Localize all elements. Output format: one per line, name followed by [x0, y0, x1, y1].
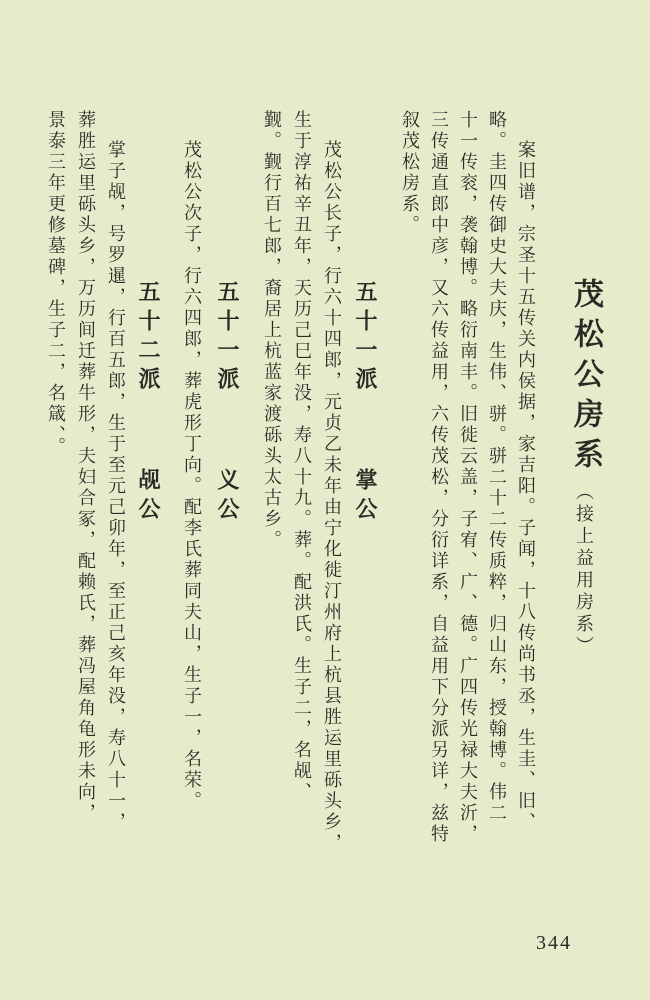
person-entry-line: 掌子觇，号罗暹，行百五郎，生于至元己卯年，至正己亥年没，寿八十一，: [105, 140, 126, 833]
intro-line: 叙茂松房系。: [399, 110, 420, 236]
person-entry-line: 生于淳祐辛丑年，天历己巳年没，寿八十九。葬。配洪氏。生子二，名觇、: [291, 110, 312, 803]
person-name: 义公: [214, 468, 240, 526]
generation-heading: 五十二派: [135, 280, 161, 396]
section-title: 茂松公房系: [568, 278, 603, 478]
section-subtitle: （接上益用房系）: [573, 482, 594, 658]
person-entry-line: 景泰三年更修墓碑，生子二，名箴、。: [45, 110, 66, 458]
person-entry-line: 茂松公次子，行六四郎，葬虎形丁向。配李氏葬同夫山，生子一，名荣。: [181, 140, 202, 812]
intro-line: 三传通直郎中彦，又六传益用，六传茂松，分衍详系，自益用下分派另详，兹特: [428, 110, 449, 845]
intro-line: 案旧谱，宗圣十五传关内侯据，家吉阳。子闻，十八传尚书丞，生圭、旧、: [515, 140, 536, 833]
generation-heading: 五十一派: [214, 280, 240, 396]
page-number: 344: [536, 932, 572, 954]
intro-line: 十一传衮，袭翰博。略衍南丰。旧徙云盖，子宥、广、德。广四传光禄大夫沂，: [457, 110, 478, 845]
person-entry-line: 觐。觐行百七郎，裔居上杭蓝家渡砾头太古乡。: [261, 110, 282, 551]
person-entry-line: 茂松公长子，行六十四郎，元贞乙未年由宁化徙汀州府上杭县胜运里砾头乡，: [321, 140, 342, 854]
intro-line: 略。圭四传御史大夫庆，生伟、骈。骈二十二传质粹，归山东，授翰博。伟二: [486, 110, 507, 824]
person-entry-line: 葬胜运里砾头乡，万历间迁葬牛形，夫妇合冢，配赖氏，葬冯屋角龟形未向，: [75, 110, 96, 824]
person-name: 掌公: [352, 468, 378, 526]
person-name: 觇公: [135, 468, 161, 526]
generation-heading: 五十一派: [352, 280, 378, 396]
